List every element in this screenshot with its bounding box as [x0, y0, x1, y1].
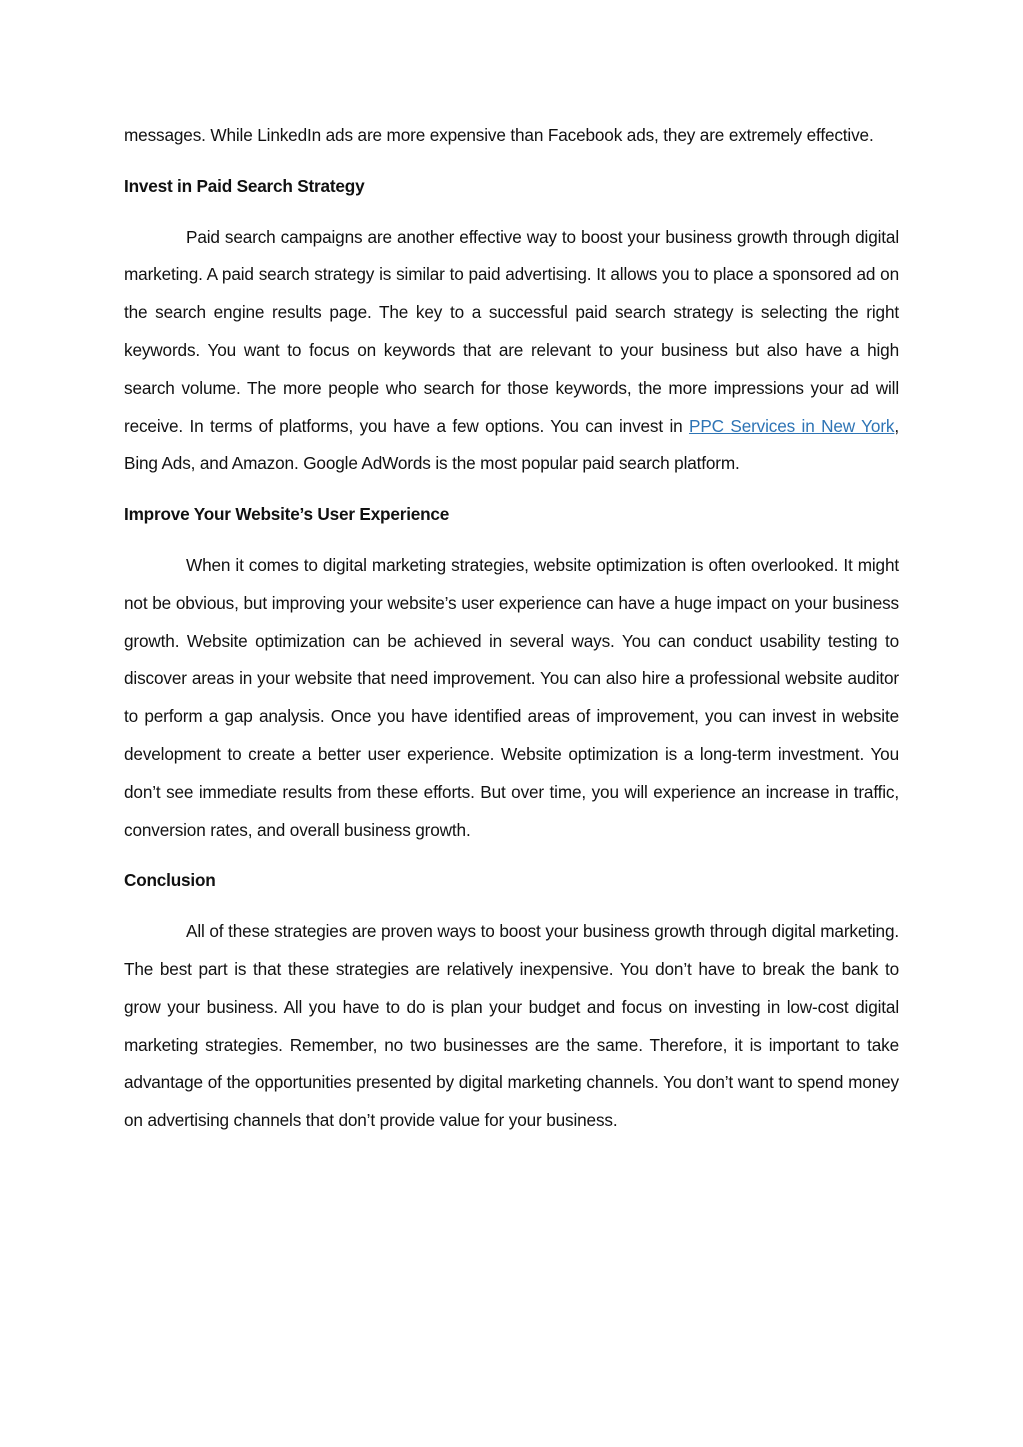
linkedin-continuation-paragraph: messages. While LinkedIn ads are more expensive than Facebook ads, they are extremely effective.: [124, 125, 874, 145]
user-experience-heading: Improve Your Website’s User Experience: [124, 504, 450, 525]
user-experience-paragraph: When it comes to digital marketing strategies, website optimization is often overlooked. It might not be obvious, but improving your website’s user experience can have a huge impact on your business growth. Website optimization can be achieved in several ways. You can conduct usability testing to discover areas in your website that need improvement. You can also hire a professional website auditor to perform a gap analysis. Once you have identified areas of improvement, you can invest in website development to create a better user experience. Website optimization is a long-term investment. You don’t see immediate results from these efforts. But over time, you will experience an increase in traffic, conversion rates, and overall business growth.: [124, 554, 899, 840]
paid-search-text-before-link: Paid search campaigns are another effective way to boost your business growth through digital marketing. A paid search strategy is similar to paid advertising. It allows you to place a sponsored ad on the search engine results page. The key to a successful paid search strategy is selecting the right keywords. You want to focus on keywords that are relevant to your business but also have a high search volume. The more people who search for those keywords, the more impressions your ad will receive. In terms of platforms, you have a few options. You can invest in: [124, 226, 899, 436]
paid-search-paragraph: [124, 219, 899, 484]
paid-search-text-after-link: , Bing Ads, and Amazon. Google AdWords is the most popular paid search platform.: [124, 415, 899, 474]
conclusion-heading: Conclusion: [124, 870, 216, 891]
document-page: [124, 117, 899, 1140]
ppc-services-new-york-link[interactable]: PPC Services in New York: [689, 415, 895, 436]
conclusion-paragraph: All of these strategies are proven ways to boost your business growth through digital marketing. The best part is that these strategies are relatively inexpensive. You don’t have to break the bank to grow your business. All you have to do is plan your budget and focus on investing in low-cost digital marketing strategies. Remember, no two businesses are the same. Therefore, it is important to take advantage of the opportunities presented by digital marketing channels. You don’t want to spend money on advertising channels that don’t provide value for your business.: [124, 921, 899, 1131]
paid-search-heading: Invest in Paid Search Strategy: [124, 175, 365, 196]
